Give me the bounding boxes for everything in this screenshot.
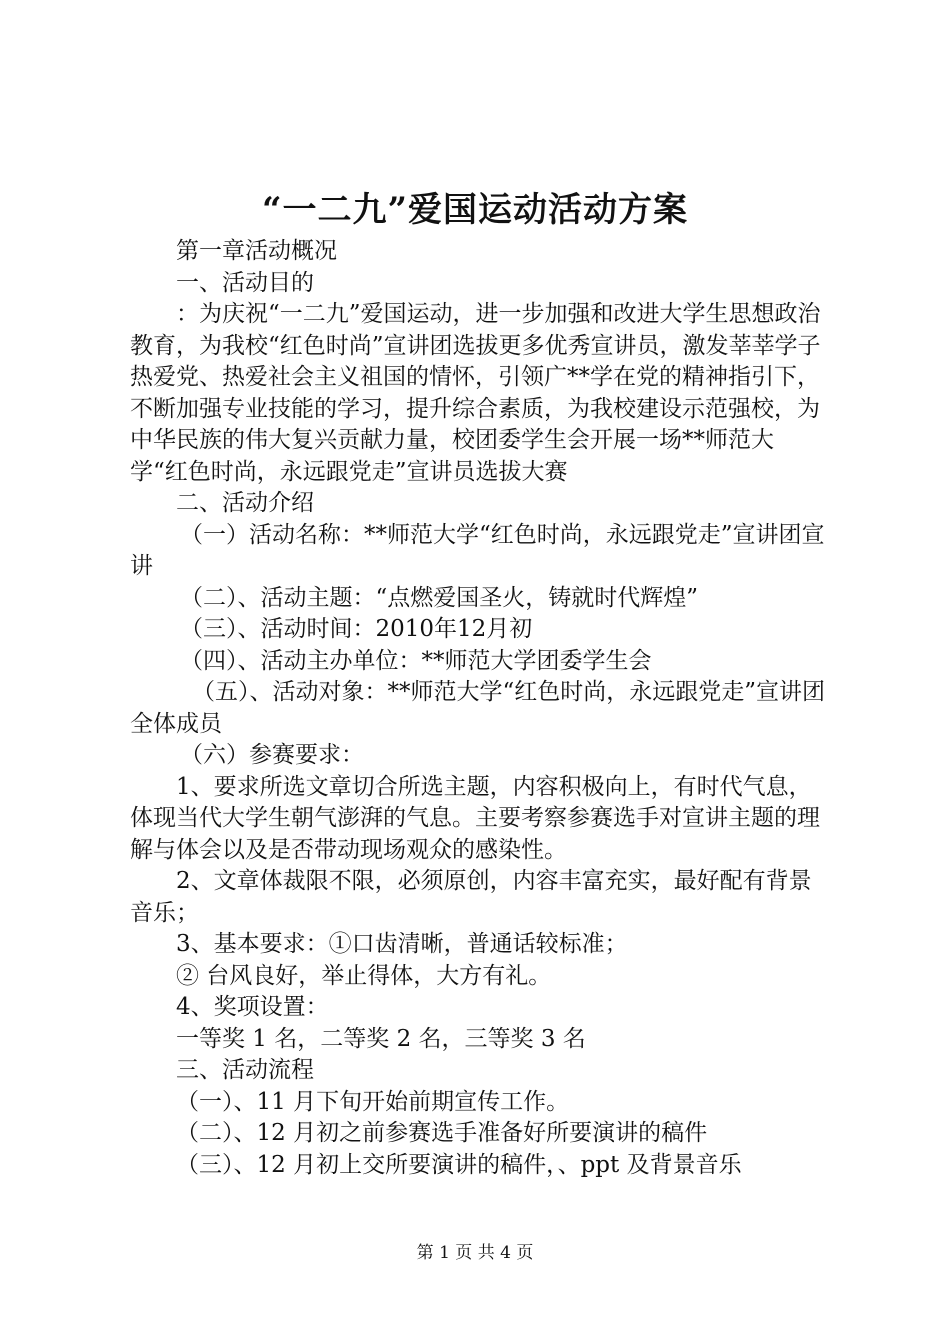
paragraph: 一、活动目的 xyxy=(176,269,314,296)
paragraph: （三）、活动时间：2010年12月初 xyxy=(180,616,533,642)
paragraph: ：为庆祝“一二九”爱国运动，进一步加强和改进大学生思想政治教育，为我校“红色时尚”宣讲团选拔更多优秀宣讲员，激发莘莘学子热爱党、热爱社会主义祖国的情怀，引领广**学在党的精神指引下，不断加强专业技能的学习，提升综合素质，为我校建设示范强校，为中华民族的伟大复兴贡献力量，校团委学生会开展一场**师范大学“红色时尚，永远跟党走”宣讲员选拔大赛 xyxy=(130,301,821,485)
paragraph: 二、活动介绍 xyxy=(176,490,314,516)
paragraph: 1、要求所选文章切合所选主题，内容积极向上，有时代气息，体现当代大学生朝气澎湃的气息。主要考察参赛选手对宣讲主题的理解与体会以及是否带动现场观众的感染性。 xyxy=(130,773,820,863)
paragraph: （二）、活动主题：“点燃爱国圣火，铸就时代辉煌” xyxy=(180,584,699,611)
paragraph: 第一章活动概况 xyxy=(176,238,337,264)
paragraph: 一等奖 1 名，二等奖 2 名，三等奖 3 名 xyxy=(176,1025,586,1052)
paragraph: 3、基本要求：①口齿清晰，普通话较标准； xyxy=(176,931,628,957)
page-title: “一二九”爱国运动活动方案 xyxy=(261,190,689,230)
paragraph: ② 台风良好，举止得体，大方有礼。 xyxy=(176,962,552,989)
paragraph: （三）、12 月初上交所要演讲的稿件，、ppt 及背景音乐 xyxy=(176,1151,742,1178)
paragraph: （四）、活动主办单位：**师范大学团委学生会 xyxy=(180,647,652,674)
paragraph: （五）、活动对象：**师范大学“红色时尚，永远跟党走”宣讲团全体成员 xyxy=(130,679,826,737)
paragraph: （二）、12 月初之前参赛选手准备好所要演讲的稿件 xyxy=(176,1120,708,1146)
document-body xyxy=(130,236,830,1181)
paragraph: （一）、11 月下旬开始前期宣传工作。 xyxy=(176,1088,570,1115)
paragraph: 4、奖项设置： xyxy=(176,994,329,1020)
paragraph: 三、活动流程 xyxy=(176,1057,314,1083)
paragraph: （六）参赛要求： xyxy=(180,742,364,768)
page-footer: 第 1 页 共 4 页 xyxy=(416,1243,534,1263)
paragraph: （一）活动名称：**师范大学“红色时尚，永远跟党走”宣讲团宣讲 xyxy=(130,521,825,579)
paragraph: 2、文章体裁限不限，必须原创，内容丰富充实，最好配有背景音乐； xyxy=(130,868,812,926)
